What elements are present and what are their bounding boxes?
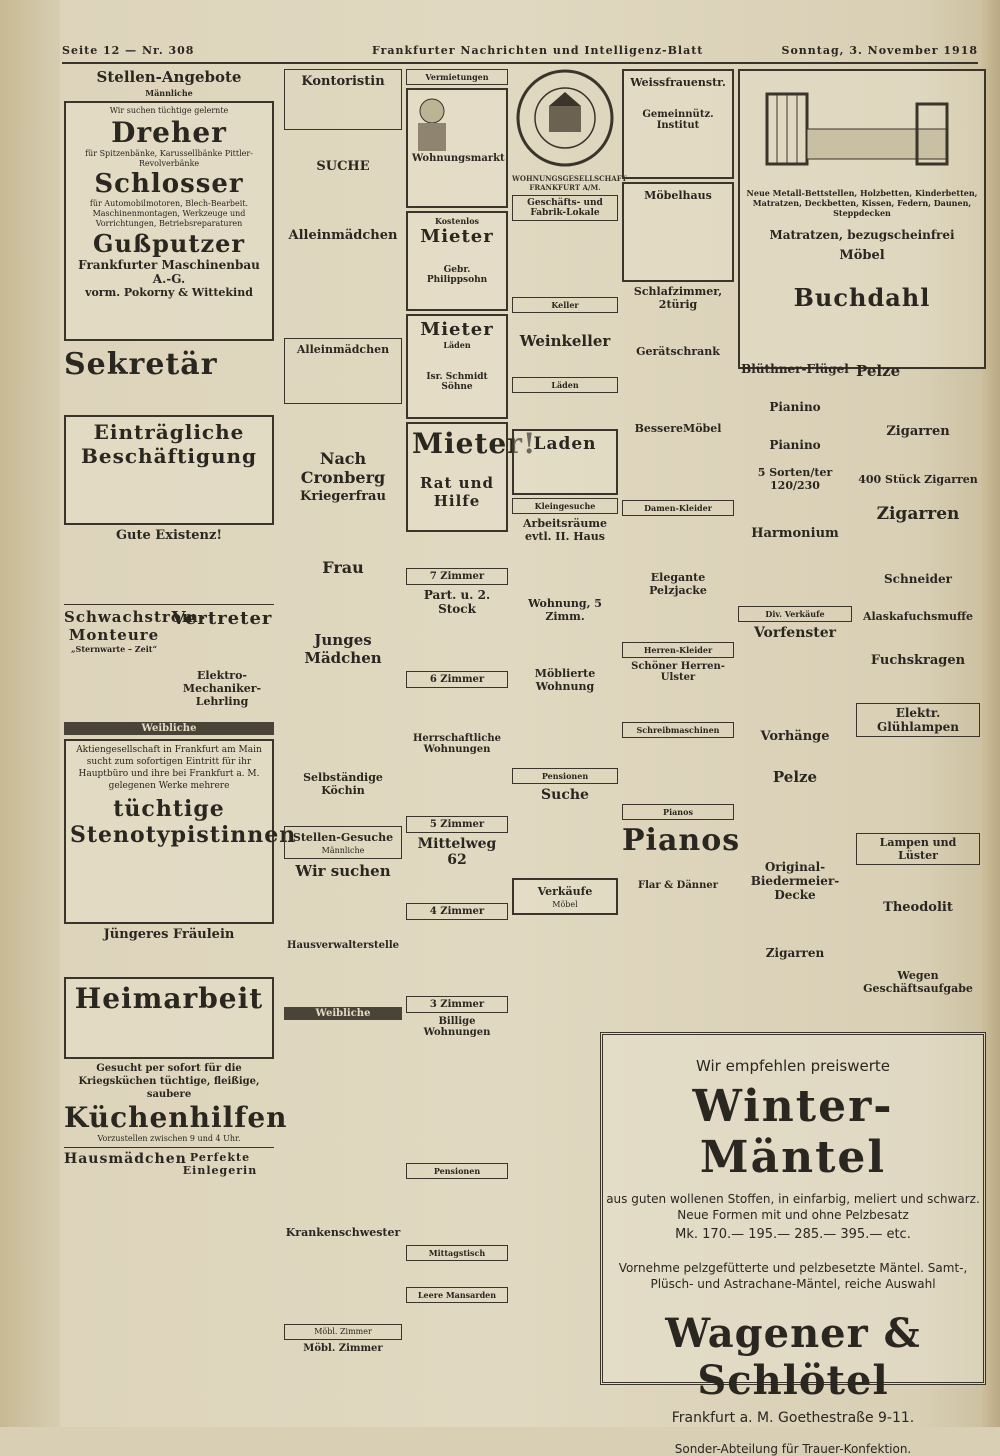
hausverwalter-text <box>284 953 402 1003</box>
keller: Keller <box>512 297 618 313</box>
kuechen-sub: Vorzustellen zwischen 9 und 4 Uhr. <box>97 1134 241 1143</box>
text <box>738 904 852 944</box>
maennliche: Männliche <box>321 846 365 855</box>
alleinmaedchen-text <box>284 245 402 335</box>
moebelhaus: Möbelhaus <box>644 189 712 202</box>
text <box>856 625 980 651</box>
heimarbeit-title: Heimarbeit <box>74 982 264 1015</box>
hausmaedchen-text <box>284 133 402 157</box>
buchdahl: Buchdahl <box>793 283 931 312</box>
bluethner-fluegel: Blüthner-Flügel <box>741 362 849 376</box>
subsection-title: Männliche <box>145 88 193 98</box>
theodolit: Theodolit <box>883 900 953 915</box>
schneider: Schneider <box>884 572 952 586</box>
masthead: Frankfurter Nachrichten und Intelligenz-Blatt <box>372 44 704 57</box>
steno-detail <box>70 852 268 902</box>
ad-buchdahl <box>738 69 986 369</box>
steno-big: tüchtige Stenotypistinnen <box>70 796 297 848</box>
pianino: Pianino <box>769 400 821 414</box>
herrschaftliche: Herrschaftliche Wohnungen <box>412 733 502 755</box>
column-3 <box>406 66 537 1306</box>
wager-dept: Sonder-Abteilung für Trauer-Konfektion. <box>674 1442 912 1456</box>
text <box>406 923 508 993</box>
gemeinnuetz: Gemeinnütz. Institut <box>642 109 714 131</box>
text <box>406 757 508 813</box>
elegante-pelzjacke: Elegante Pelzjacke <box>649 571 707 597</box>
text <box>628 204 728 264</box>
text <box>738 962 852 1002</box>
text <box>406 618 508 668</box>
wager-desc2: Vornehme pelzgefütterte und pelzbesetzte Mäntel. Samt-, Plüsch- und Astrachane-Mäntel, reiche Auswahl <box>618 1261 968 1291</box>
ad-moebelhaus <box>622 182 734 282</box>
ad-dreher-desc: für Spitzenbänke, Karussellbänke Pittler-Revolverbänke <box>85 149 253 168</box>
zimmer-7: 7 Zimmer <box>406 568 508 585</box>
text <box>622 360 734 420</box>
laeden-4: Läden <box>512 377 618 393</box>
pianos-label: Pianos <box>622 804 734 820</box>
ad-beschaeftigung <box>64 415 274 525</box>
ad-laden <box>512 429 618 495</box>
gesucht-text: Gesucht per sofort für die Kriegsküchen tüchtige, fleißige, saubere <box>78 1063 260 1100</box>
leere-mansarden: Leere Mansarden <box>406 1287 508 1303</box>
text <box>738 416 852 436</box>
suche-text <box>284 176 402 226</box>
ad-rat-hilfe <box>406 422 537 532</box>
row-hausmaedchen <box>64 1151 274 1177</box>
pianino-2: Pianino <box>769 438 821 452</box>
wir-suchen-text <box>284 882 402 938</box>
wager-intro: Wir empfehlen preiswerte <box>696 1057 890 1075</box>
weibliche-band: Weibliche <box>64 722 274 735</box>
wohnungsmarkt: Wohnungsmarkt <box>412 153 505 164</box>
zimmer-4: 4 Zimmer <box>406 903 508 920</box>
zigarren-7: Zigarren <box>886 424 950 439</box>
text <box>622 685 734 719</box>
krankenschwester-text <box>284 1241 402 1321</box>
text <box>738 543 852 603</box>
ad-maschinenbau <box>64 101 274 341</box>
biedermeier-decke: Original-Biedermeier-Decke <box>750 860 840 902</box>
moebel-6: Möbel <box>839 248 885 263</box>
arbeitsraeume: Arbeitsräume evtl. II. Haus <box>522 517 608 543</box>
text <box>622 741 734 801</box>
text <box>512 545 618 595</box>
vertreter-title: Vertreter <box>171 608 273 629</box>
hausverwalterstelle: Hausverwalterstelle <box>287 940 399 951</box>
text <box>406 1182 508 1242</box>
ad-title2: Beschäftigung <box>80 444 258 468</box>
bessere-moebel: BessereMöbel <box>634 422 722 435</box>
vermietungen: Vermietungen <box>406 69 508 85</box>
zimmer-3: 3 Zimmer <box>406 996 508 1013</box>
zimmer-5: 5 Zimmer <box>406 816 508 833</box>
column-1 <box>64 66 297 1177</box>
krankenschwester: Krankenschwester <box>285 1226 401 1239</box>
ad-weissfrauen <box>622 69 734 179</box>
geraeteschrank: Gerätschrank <box>636 345 720 358</box>
text <box>856 997 980 1027</box>
text <box>856 441 980 471</box>
text <box>856 740 980 830</box>
einlegerin: Perfekte Einlegerin <box>182 1151 258 1177</box>
harmonium: Harmonium <box>751 526 839 541</box>
text <box>512 224 618 294</box>
junges-text <box>284 669 402 769</box>
ad-philippsohn <box>406 211 508 311</box>
wager-desc: aus guten wollenen Stoffen, in einfarbig, meliert und schwarz. Neue Formen mit und ohne Pelzbesatz <box>606 1192 980 1222</box>
wager-prices: Mk. 170.— 195.— 285.— 395.— etc. <box>675 1227 911 1242</box>
text <box>406 1040 508 1160</box>
moebl-zimmer: Möbl. Zimmer <box>284 1324 402 1340</box>
vorfenster: Vorfenster <box>753 625 837 641</box>
vertreter-text <box>170 629 274 669</box>
wohnung-5-zimm: Wohnung, 5 Zimm. <box>528 597 602 623</box>
page-edge-left <box>0 0 60 1427</box>
juengeres-text <box>64 944 274 974</box>
elektro-title: Elektro-Mechaniker-Lehrling <box>182 669 262 708</box>
text <box>512 316 618 330</box>
text <box>628 131 728 167</box>
text <box>512 352 618 374</box>
div-verkaeufe: Div. Verkäufe <box>738 606 852 622</box>
stellen-gesuche-box <box>284 826 402 859</box>
juengeres-fraeulein: Jüngeres Fräulein <box>103 927 235 942</box>
ad-wohnungsgesellschaft <box>512 66 627 192</box>
mieter-2: Mieter <box>420 319 494 340</box>
kriegerfrau-text <box>284 506 402 556</box>
pensionen-4: Pensionen <box>512 768 618 784</box>
suche-4: Suche <box>541 787 589 803</box>
ad-title1: Einträgliche <box>93 420 245 444</box>
mittelweg: Mittelweg 62 <box>417 836 497 868</box>
text <box>622 437 734 497</box>
frau-text <box>284 579 402 629</box>
weinkeller: Weinkeller <box>519 332 611 350</box>
schreibmaschinen: Schreibmaschinen <box>622 722 734 738</box>
column-7 <box>856 360 980 1027</box>
ad-firm2: vorm. Pokorny & Wittekind <box>85 286 253 299</box>
alaskafuchsmuffe: Alaskafuchsmuffe <box>862 610 974 623</box>
gute-existenz: Gute Existenz! <box>115 528 223 543</box>
wir-suchen: Wir suchen <box>295 862 391 880</box>
text <box>856 670 980 700</box>
vorhaenge: Vorhänge <box>760 729 830 744</box>
weissfrauen: Weissfrauenstr. <box>630 76 726 89</box>
fuchskragen: Fuchskragen <box>870 653 966 668</box>
text <box>512 396 618 426</box>
alleinmaedchen-2: Alleinmädchen <box>296 343 390 356</box>
logo-bottom: FRANKFURT A/M. <box>529 183 601 192</box>
logo-top: WOHNUNGSGESELLSCHAFT <box>512 174 627 183</box>
koechin-text <box>284 799 402 823</box>
ad-gussputzer: Gußputzer <box>92 229 246 258</box>
issue-date: Sonntag, 3. November 1918 <box>781 44 978 57</box>
kuechenhilfen: Küchenhilfen <box>64 1101 288 1134</box>
laeden: Läden <box>443 340 471 350</box>
philippsohn: Gebr. Philippsohn <box>426 265 488 285</box>
mittagstisch: Mittagstisch <box>406 1245 508 1261</box>
divider <box>64 1147 274 1148</box>
pensionen: Pensionen <box>406 1163 508 1179</box>
ad-firm: Frankfurter Maschinenbau A.-G. <box>78 258 260 286</box>
geschaefts-lokale: Geschäfts- und Fabrik-Lokale <box>512 195 618 221</box>
text <box>622 599 734 639</box>
bed-icon <box>744 74 980 184</box>
text <box>406 691 508 731</box>
wager-address: Frankfurt a. M. Goethestraße 9-11. <box>671 1410 915 1426</box>
sekretaer-text <box>64 382 274 412</box>
verkaeufe: Verkäufe <box>537 885 593 898</box>
stueck-zigarren: 400 Stück Zigarren <box>858 473 978 486</box>
text <box>622 858 734 878</box>
text <box>738 378 852 398</box>
rat-hilfe: Rat und Hilfe <box>420 474 494 510</box>
text <box>622 519 734 569</box>
sternwarte: „Sternwarte – Zeit“ <box>70 644 158 654</box>
ad-kontoristin <box>284 69 402 130</box>
elektr-gluehlampen: Elektr. Glühlampen <box>856 703 980 737</box>
ad-vertreter <box>170 608 274 718</box>
page-number: Seite 12 — Nr. 308 <box>62 44 195 57</box>
page-header <box>62 40 978 64</box>
column-2 <box>284 66 402 1356</box>
schmidt: Isr. Schmidt Söhne <box>426 372 488 392</box>
selbstaendige-koechin: Selbständige Köchin <box>303 771 383 797</box>
row-schwachstrom <box>64 608 274 718</box>
schwachstrom-title: Schwachstrom-Monteure <box>64 608 206 644</box>
ad-wohnungsmarkt <box>406 88 508 208</box>
kleingesuche: Kleingesuche <box>512 498 618 514</box>
portrait-icon <box>412 93 452 153</box>
text <box>738 643 852 727</box>
mieter: Mieter <box>420 226 494 247</box>
steno-text: Aktiengesellschaft in Frankfurt am Main sucht zum sofortigen Eintritt für ihr Hauptbüro und ihre bei Frankfurt a. M. gelegenen Werke mehrere <box>76 745 262 791</box>
column-6-lower <box>738 360 852 1002</box>
wager-firm: Wagener & Schlötel <box>665 1310 921 1404</box>
text <box>512 805 618 875</box>
text <box>856 488 980 502</box>
text <box>856 526 980 570</box>
section-title: Stellen-Angebote <box>96 68 242 86</box>
ad-alleinmaedchen-box <box>284 338 402 404</box>
stellen-gesuche: Stellen-Gesuche <box>292 831 394 844</box>
bed-caption: Neue Metall-Bettstellen, Holzbetten, Kinderbetten, Matratzen, Deckbetten, Kissen, Federn, Daunen, Steppdecken <box>746 188 978 218</box>
ad-text <box>70 468 268 512</box>
text-block <box>284 407 402 447</box>
wager-title: Winter-Mäntel <box>692 1081 894 1183</box>
text <box>406 870 508 900</box>
herren-kleider: Herren-Kleider <box>622 642 734 658</box>
junges-maedchen: Junges Mädchen <box>304 631 382 667</box>
text <box>628 91 728 109</box>
part-2-stock: Part. u. 2. Stock <box>423 588 491 616</box>
lampen-luester: Lampen und Lüster <box>856 833 980 865</box>
column-5 <box>622 66 741 893</box>
wegen-geschaeftsaufgabe: Wegen Geschäftsaufgabe <box>863 969 973 995</box>
ad-dreher: Dreher <box>111 116 227 149</box>
text <box>738 746 852 766</box>
verkaeufe-box <box>512 878 618 915</box>
kontoristin: Kontoristin <box>301 74 385 89</box>
ad-schlosser-desc: für Automobilmotoren, Blech-Bearbeit. Maschinenmontagen, Werkzeuge und Vorrichtungen, Betriebsreparaturen <box>89 199 249 228</box>
sekretaer-heading: Sekretär <box>64 347 218 382</box>
matratzen: Matratzen, bezugscheinfrei <box>769 228 955 242</box>
zimmer-6: 6 Zimmer <box>406 671 508 688</box>
billige: Billige Wohnungen <box>423 1016 491 1038</box>
flar-daenner: Flar & Dänner <box>638 880 718 891</box>
moeblierte-wohnung: Möblierte Wohnung <box>534 667 596 693</box>
text <box>738 494 852 524</box>
text <box>856 868 980 898</box>
divider <box>64 604 274 605</box>
pianos-big: Pianos <box>622 823 741 858</box>
kontoristin-text <box>289 91 397 127</box>
text <box>856 382 980 422</box>
pelze-6: Pelze <box>772 768 818 786</box>
mieter-big: Mieter! <box>412 427 537 460</box>
text <box>738 788 852 858</box>
kriegerfrau: Kriegerfrau <box>300 489 386 504</box>
sorten: 5 Sorten/ter 120/230 <box>757 466 833 492</box>
zigarren-7b: Zigarren <box>876 504 960 524</box>
weibliche-band-2: Weibliche <box>284 1007 402 1020</box>
text <box>622 313 734 343</box>
column-4 <box>512 66 627 1058</box>
ad-wagener-schloetel <box>600 1032 986 1456</box>
moebel-4: Möbel <box>552 900 578 909</box>
moebl-zimmer-2: Möbl. Zimmer <box>303 1343 383 1354</box>
text <box>738 454 852 464</box>
text <box>406 1264 508 1284</box>
text <box>512 695 618 765</box>
text <box>856 588 980 608</box>
ad-schmidt <box>406 314 508 419</box>
pelze-7: Pelze <box>856 362 901 380</box>
schlafzimmer: Schlafzimmer, 2türig <box>633 285 723 311</box>
wohnungsgesellschaft-logo <box>515 66 615 170</box>
laden: Laden <box>533 434 597 454</box>
ad-stenotypistinnen <box>64 739 297 924</box>
frau: Frau <box>322 558 364 577</box>
damen-kleider: Damen-Kleider <box>622 500 734 516</box>
gute-existenz-text <box>64 545 274 601</box>
nach-cronberg: Nach Cronberg <box>300 449 386 487</box>
ad-schwachstrom <box>64 608 206 718</box>
kostenlos: Kostenlos <box>434 216 480 226</box>
alleinmaedchen: Alleinmädchen <box>288 228 398 243</box>
weibliche-text <box>284 1024 402 1224</box>
text <box>856 917 980 967</box>
ad-intro: Wir suchen tüchtige gelernte <box>109 106 229 115</box>
hausmaedchen: Hausmädchen <box>64 1151 187 1167</box>
ad-heimarbeit <box>64 977 274 1059</box>
zigarren-6: Zigarren <box>765 946 825 960</box>
text <box>512 625 618 665</box>
text <box>406 535 508 565</box>
suche: SUCHE <box>316 159 370 174</box>
ad-schlosser: Schlosser <box>94 169 244 199</box>
schoener-ulster: Schöner Herren-Ulster <box>631 661 725 683</box>
